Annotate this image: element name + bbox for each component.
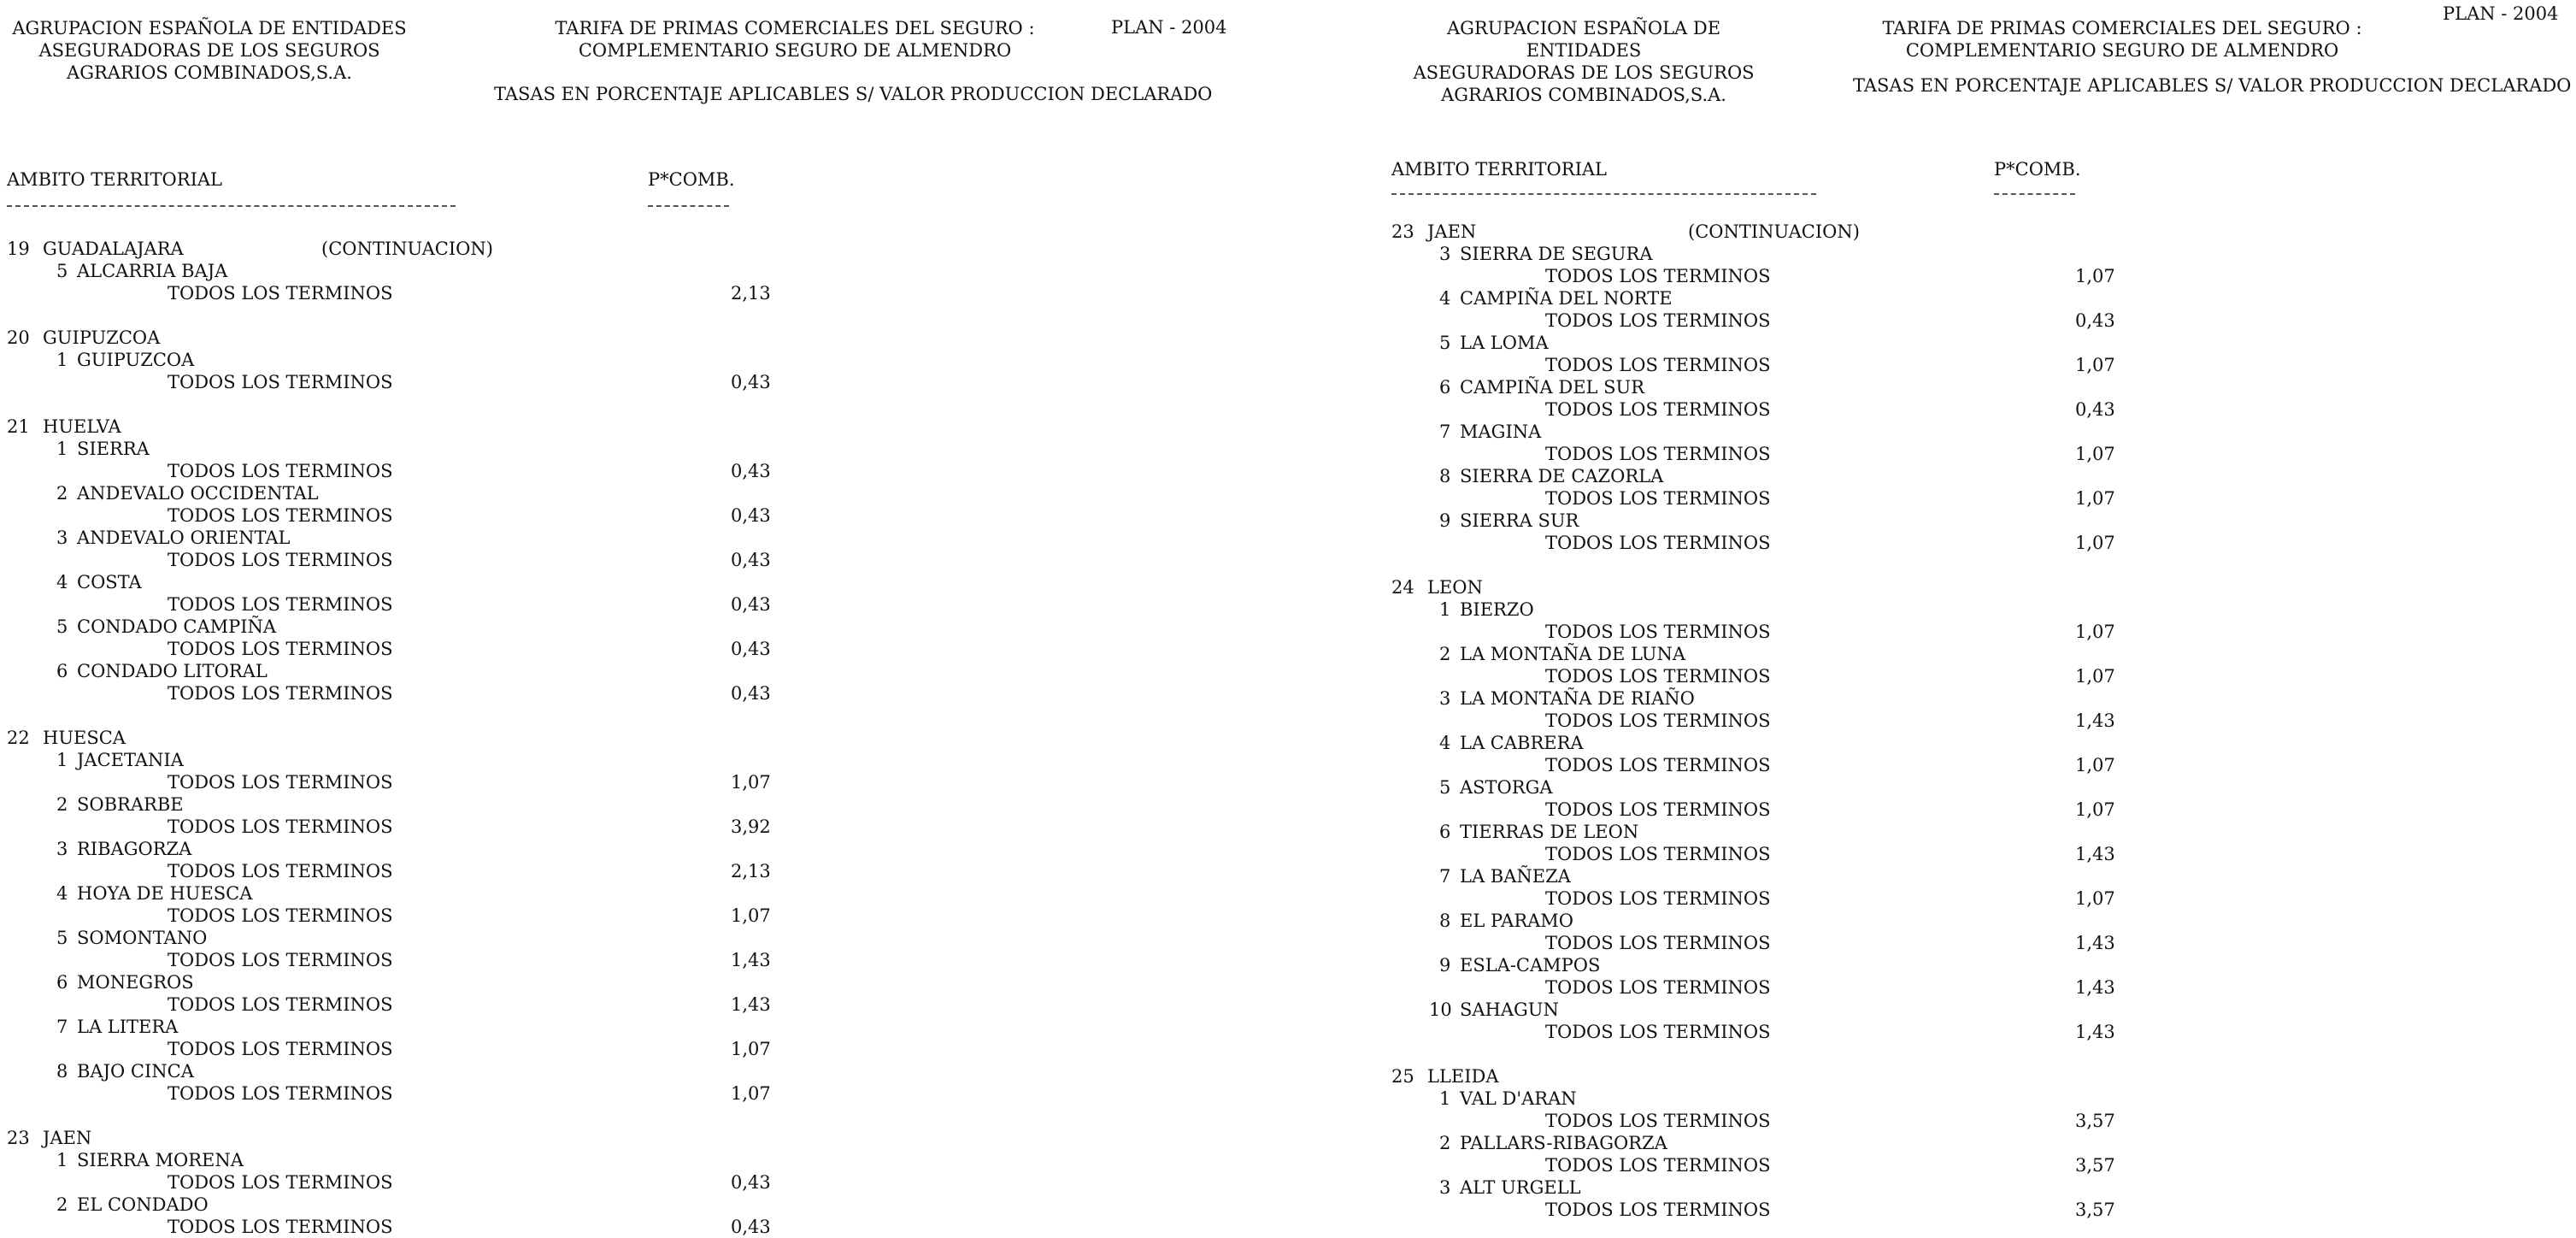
terms-row xyxy=(0,860,1273,882)
comarca-row xyxy=(0,260,1273,282)
comarca-code: 7 xyxy=(1439,422,1451,442)
comarca-row xyxy=(0,660,1273,682)
premium-rate: 0,43 xyxy=(731,505,771,526)
terms-row xyxy=(1391,621,2576,643)
premium-rate: 1,43 xyxy=(2075,1022,2115,1042)
comarca-name: SIERRA DE CAZORLA xyxy=(1460,466,1664,486)
comarca-row xyxy=(1391,598,2576,621)
divider xyxy=(1994,193,2075,195)
terms-row xyxy=(0,371,1273,393)
comarca-row xyxy=(0,527,1273,549)
comarca-code: 9 xyxy=(1439,955,1451,976)
spacer xyxy=(1391,554,2576,576)
terms-row xyxy=(1391,754,2576,776)
column-prima: P*COMB. xyxy=(1994,159,2081,180)
comarca-name: SAHAGUN xyxy=(1460,999,1559,1020)
province-row xyxy=(1391,1065,2576,1088)
province-name: JAEN xyxy=(1427,221,1477,242)
comarca-row xyxy=(0,1060,1273,1082)
terms-label: TODOS LOS TERMINOS xyxy=(1545,977,1771,998)
comarca-row xyxy=(0,349,1273,371)
comarca-row xyxy=(1391,776,2576,799)
comarca-row xyxy=(1391,243,2576,265)
terms-label: TODOS LOS TERMINOS xyxy=(168,372,393,392)
comarca-name: ALCARRIA BAJA xyxy=(77,261,228,281)
organization-header: AGRUPACION ESPAÑOLA DE ENTIDADES ASEGURADORAS DE LOS SEGUROS AGRARIOS COMBINADOS,S.A. xyxy=(1413,18,1755,105)
comarca-code: 5 xyxy=(56,928,68,948)
comarca-code: 2 xyxy=(1439,1133,1451,1153)
comarca-name: MONEGROS xyxy=(77,972,194,993)
terms-label: TODOS LOS TERMINOS xyxy=(1545,844,1771,864)
terms-label: TODOS LOS TERMINOS xyxy=(1545,355,1771,375)
comarca-name: EL CONDADO xyxy=(77,1194,209,1215)
divider xyxy=(1391,193,1816,195)
premium-rate: 1,43 xyxy=(2075,844,2115,864)
comarca-row xyxy=(0,1194,1273,1216)
comarca-code: 2 xyxy=(1439,644,1451,664)
comarca-row xyxy=(1391,465,2576,487)
comarca-code: 6 xyxy=(56,661,68,681)
comarca-row xyxy=(1391,999,2576,1021)
comarca-name: ANDEVALO OCCIDENTAL xyxy=(77,483,319,504)
comarca-code: 8 xyxy=(1439,911,1451,931)
premium-rate: 1,43 xyxy=(2075,977,2115,998)
terms-label: TODOS LOS TERMINOS xyxy=(168,594,393,615)
province-code: 21 xyxy=(7,416,30,437)
spacer xyxy=(0,704,1273,727)
province-name: HUESCA xyxy=(43,728,126,748)
terms-row xyxy=(1391,398,2576,421)
comarca-name: ASTORGA xyxy=(1460,777,1553,798)
terms-row xyxy=(1391,1199,2576,1221)
terms-row xyxy=(0,638,1273,660)
comarca-code: 8 xyxy=(56,1061,68,1082)
terms-label: TODOS LOS TERMINOS xyxy=(1545,399,1771,420)
province-row xyxy=(0,727,1273,749)
premium-rate: 1,07 xyxy=(2075,444,2115,464)
comarca-name: TIERRAS DE LEON xyxy=(1460,822,1639,842)
comarca-row xyxy=(0,616,1273,638)
premium-rate: 1,43 xyxy=(731,994,771,1015)
column-prima: P*COMB. xyxy=(648,169,735,190)
comarca-code: 1 xyxy=(1439,1088,1451,1109)
comarca-name: CAMPIÑA DEL SUR xyxy=(1460,377,1645,398)
comarca-name: COSTA xyxy=(77,572,142,592)
comarca-code: 4 xyxy=(1439,288,1451,309)
premium-rate: 1,07 xyxy=(2075,355,2115,375)
comarca-row xyxy=(1391,421,2576,443)
terms-label: TODOS LOS TERMINOS xyxy=(168,505,393,526)
premium-rate: 0,43 xyxy=(2075,310,2115,331)
province-code: 20 xyxy=(7,327,30,348)
comarca-name: EL PARAMO xyxy=(1460,911,1574,931)
comarca-name: BAJO CINCA xyxy=(77,1061,194,1082)
premium-rate: 1,07 xyxy=(2075,888,2115,909)
comarca-name: CONDADO CAMPIÑA xyxy=(77,616,277,637)
comarca-code: 7 xyxy=(56,1017,68,1037)
comarca-row xyxy=(1391,1176,2576,1199)
terms-row xyxy=(0,460,1273,482)
terms-row xyxy=(0,549,1273,571)
terms-label: TODOS LOS TERMINOS xyxy=(168,1083,393,1104)
terms-row xyxy=(1391,843,2576,865)
terms-row xyxy=(1391,710,2576,732)
comarca-code: 10 xyxy=(1429,999,1452,1020)
premium-rate: 3,92 xyxy=(731,816,771,837)
terms-label: TODOS LOS TERMINOS xyxy=(168,772,393,793)
premium-rate: 0,43 xyxy=(731,372,771,392)
province-code: 24 xyxy=(1391,577,1414,598)
comarca-name: LA LITERA xyxy=(77,1017,179,1037)
premium-rate: 1,43 xyxy=(2075,933,2115,953)
terms-label: TODOS LOS TERMINOS xyxy=(168,550,393,570)
terms-label: TODOS LOS TERMINOS xyxy=(168,461,393,481)
tariff-title: TARIFA DE PRIMAS COMERCIALES DEL SEGURO : COMPLEMENTARIO SEGURO DE ALMENDRO xyxy=(555,18,1035,61)
comarca-code: 1 xyxy=(56,439,68,459)
comarca-row xyxy=(1391,1088,2576,1110)
comarca-name: SIERRA MORENA xyxy=(77,1150,244,1170)
comarca-name: CAMPIÑA DEL NORTE xyxy=(1460,288,1673,309)
comarca-code: 1 xyxy=(1439,599,1451,620)
comarca-row xyxy=(0,971,1273,993)
province-row xyxy=(1391,221,2576,243)
terms-label: TODOS LOS TERMINOS xyxy=(168,1039,393,1059)
premium-rate: 1,07 xyxy=(731,1083,771,1104)
comarca-code: 5 xyxy=(1439,777,1451,798)
comarca-code: 4 xyxy=(56,883,68,904)
comarca-name: SIERRA SUR xyxy=(1460,510,1579,531)
comarca-name: LA MONTAÑA DE LUNA xyxy=(1460,644,1685,664)
premium-rate: 1,07 xyxy=(2075,266,2115,286)
comarca-row xyxy=(0,927,1273,949)
comarca-name: BIERZO xyxy=(1460,599,1534,620)
province-row xyxy=(0,416,1273,438)
comarca-name: SOMONTANO xyxy=(77,928,208,948)
premium-rate: 0,43 xyxy=(731,550,771,570)
comarca-code: 2 xyxy=(56,794,68,815)
terms-row xyxy=(0,771,1273,793)
province-name: GUIPUZCOA xyxy=(43,327,161,348)
comarca-code: 6 xyxy=(56,972,68,993)
comarca-row xyxy=(1391,643,2576,665)
terms-row xyxy=(1391,932,2576,954)
terms-label: TODOS LOS TERMINOS xyxy=(168,1217,393,1237)
comarca-code: 2 xyxy=(56,1194,68,1215)
comarca-code: 9 xyxy=(1439,510,1451,531)
comarca-name: HOYA DE HUESCA xyxy=(77,883,253,904)
terms-row xyxy=(1391,665,2576,687)
terms-row xyxy=(0,593,1273,616)
premium-rate: 0,43 xyxy=(731,1217,771,1237)
comarca-row xyxy=(0,793,1273,816)
premium-rate: 1,43 xyxy=(731,950,771,970)
comarca-name: RIBAGORZA xyxy=(77,839,192,859)
premium-rate: 1,07 xyxy=(2075,622,2115,642)
comarca-row xyxy=(1391,332,2576,354)
comarca-code: 3 xyxy=(1439,244,1451,264)
premium-rate: 1,07 xyxy=(2075,533,2115,553)
terms-label: TODOS LOS TERMINOS xyxy=(1545,933,1771,953)
comarca-name: ALT URGELL xyxy=(1460,1177,1581,1198)
terms-label: TODOS LOS TERMINOS xyxy=(168,1172,393,1193)
comarca-row xyxy=(0,1016,1273,1038)
terms-row xyxy=(0,1082,1273,1105)
terms-row xyxy=(0,993,1273,1016)
terms-label: TODOS LOS TERMINOS xyxy=(1545,444,1771,464)
comarca-row xyxy=(1391,510,2576,532)
province-name: JAEN xyxy=(43,1128,92,1148)
rates-subtitle: TASAS EN PORCENTAJE APLICABLES S/ VALOR PRODUCCION DECLARADO xyxy=(1853,75,2572,96)
comarca-row xyxy=(0,1149,1273,1171)
premium-rate: 0,43 xyxy=(731,639,771,659)
divider xyxy=(7,205,456,207)
terms-label: TODOS LOS TERMINOS xyxy=(168,994,393,1015)
province-name: LEON xyxy=(1427,577,1483,598)
premium-rate: 0,43 xyxy=(731,594,771,615)
premium-rate: 1,07 xyxy=(2075,488,2115,509)
premium-rate: 3,57 xyxy=(2075,1155,2115,1176)
comarca-name: JACETANIA xyxy=(77,750,184,770)
premium-rate: 1,07 xyxy=(2075,755,2115,775)
terms-row xyxy=(0,282,1273,304)
comarca-name: LA CABRERA xyxy=(1460,733,1584,753)
comarca-row xyxy=(1391,732,2576,754)
comarca-code: 3 xyxy=(1439,1177,1451,1198)
comarca-name: SIERRA DE SEGURA xyxy=(1460,244,1653,264)
comarca-row xyxy=(1391,821,2576,843)
comarca-row xyxy=(0,749,1273,771)
comarca-code: 8 xyxy=(1439,466,1451,486)
province-name: GUADALAJARA xyxy=(43,239,184,259)
terms-row xyxy=(0,816,1273,838)
comarca-name: PALLARS-RIBAGORZA xyxy=(1460,1133,1667,1153)
divider xyxy=(648,205,729,207)
comarca-code: 6 xyxy=(1439,377,1451,398)
spacer xyxy=(0,393,1273,416)
plan-label: PLAN - 2004 xyxy=(1111,17,1227,38)
terms-label: TODOS LOS TERMINOS xyxy=(168,283,393,304)
terms-label: TODOS LOS TERMINOS xyxy=(168,861,393,881)
comarca-code: 4 xyxy=(56,572,68,592)
comarca-name: LA LOMA xyxy=(1460,333,1549,353)
premium-rate: 1,07 xyxy=(731,905,771,926)
province-row xyxy=(1391,576,2576,598)
terms-label: TODOS LOS TERMINOS xyxy=(168,905,393,926)
spacer xyxy=(0,1105,1273,1127)
comarca-code: 4 xyxy=(1439,733,1451,753)
comarca-name: ESLA-CAMPOS xyxy=(1460,955,1601,976)
comarca-code: 5 xyxy=(56,261,68,281)
terms-label: TODOS LOS TERMINOS xyxy=(1545,666,1771,687)
terms-label: TODOS LOS TERMINOS xyxy=(1545,488,1771,509)
terms-row xyxy=(0,1171,1273,1194)
comarca-row xyxy=(1391,910,2576,932)
comarca-code: 1 xyxy=(56,750,68,770)
terms-row xyxy=(1391,1154,2576,1176)
comarca-code: 2 xyxy=(56,483,68,504)
comarca-name: MAGINA xyxy=(1460,422,1542,442)
continuation-note: (CONTINUACION) xyxy=(1688,221,1860,242)
terms-row xyxy=(0,949,1273,971)
comarca-row xyxy=(0,571,1273,593)
terms-row xyxy=(1391,532,2576,554)
terms-row xyxy=(1391,1021,2576,1043)
page-right xyxy=(1391,0,2576,1233)
comarca-code: 3 xyxy=(56,839,68,859)
comarca-row xyxy=(0,838,1273,860)
premium-rate: 0,43 xyxy=(2075,399,2115,420)
terms-label: TODOS LOS TERMINOS xyxy=(168,639,393,659)
spacer xyxy=(1391,1043,2576,1065)
terms-label: TODOS LOS TERMINOS xyxy=(168,816,393,837)
province-row xyxy=(0,1127,1273,1149)
comarca-code: 6 xyxy=(1439,822,1451,842)
premium-rate: 0,43 xyxy=(731,1172,771,1193)
terms-row xyxy=(1391,443,2576,465)
tariff-title: TARIFA DE PRIMAS COMERCIALES DEL SEGURO : COMPLEMENTARIO SEGURO DE ALMENDRO xyxy=(1882,18,2362,61)
territory-list xyxy=(1391,221,2576,1221)
province-code: 23 xyxy=(7,1128,30,1148)
province-code: 19 xyxy=(7,239,30,259)
terms-label: TODOS LOS TERMINOS xyxy=(1545,1111,1771,1131)
terms-label: TODOS LOS TERMINOS xyxy=(1545,1155,1771,1176)
column-ambito: AMBITO TERRITORIAL xyxy=(1391,159,1607,180)
terms-row xyxy=(1391,976,2576,999)
comarca-code: 3 xyxy=(1439,688,1451,709)
terms-row xyxy=(0,682,1273,704)
spacer xyxy=(0,304,1273,327)
terms-label: TODOS LOS TERMINOS xyxy=(1545,533,1771,553)
comarca-row xyxy=(1391,1132,2576,1154)
comarca-row xyxy=(1391,687,2576,710)
terms-label: TODOS LOS TERMINOS xyxy=(1545,266,1771,286)
terms-label: TODOS LOS TERMINOS xyxy=(1545,799,1771,820)
comarca-row xyxy=(1391,954,2576,976)
comarca-name: CONDADO LITORAL xyxy=(77,661,268,681)
comarca-code: 7 xyxy=(1439,866,1451,887)
terms-row xyxy=(1391,487,2576,510)
organization-header: AGRUPACION ESPAÑOLA DE ENTIDADES ASEGURADORAS DE LOS SEGUROS AGRARIOS COMBINADOS,S.A. xyxy=(12,18,407,83)
terms-label: TODOS LOS TERMINOS xyxy=(168,950,393,970)
terms-row xyxy=(0,1216,1273,1238)
comarca-code: 5 xyxy=(56,616,68,637)
province-row xyxy=(0,238,1273,260)
terms-label: TODOS LOS TERMINOS xyxy=(1545,310,1771,331)
comarca-name: SIERRA xyxy=(77,439,150,459)
comarca-row xyxy=(0,482,1273,504)
terms-row xyxy=(0,905,1273,927)
comarca-name: SOBRARBE xyxy=(77,794,184,815)
premium-rate: 0,43 xyxy=(731,461,771,481)
terms-label: TODOS LOS TERMINOS xyxy=(1545,1022,1771,1042)
plan-label: PLAN - 2004 xyxy=(2443,3,2559,24)
comarca-row xyxy=(1391,376,2576,398)
comarca-row xyxy=(0,882,1273,905)
rates-subtitle: TASAS EN PORCENTAJE APLICABLES S/ VALOR PRODUCCION DECLARADO xyxy=(494,84,1213,104)
province-name: HUELVA xyxy=(43,416,121,437)
comarca-code: 1 xyxy=(56,1150,68,1170)
premium-rate: 1,07 xyxy=(731,772,771,793)
premium-rate: 3,57 xyxy=(2075,1111,2115,1131)
premium-rate: 2,13 xyxy=(731,283,771,304)
province-code: 22 xyxy=(7,728,30,748)
terms-row xyxy=(1391,310,2576,332)
comarca-code: 5 xyxy=(1439,333,1451,353)
terms-label: TODOS LOS TERMINOS xyxy=(1545,888,1771,909)
terms-label: TODOS LOS TERMINOS xyxy=(1545,755,1771,775)
province-name: LLEIDA xyxy=(1427,1066,1499,1087)
comarca-name: ANDEVALO ORIENTAL xyxy=(77,528,291,548)
province-code: 25 xyxy=(1391,1066,1414,1087)
terms-row xyxy=(1391,799,2576,821)
terms-row xyxy=(0,1038,1273,1060)
comarca-code: 1 xyxy=(56,350,68,370)
premium-rate: 0,43 xyxy=(731,683,771,704)
page-left xyxy=(0,0,1273,1237)
premium-rate: 1,07 xyxy=(731,1039,771,1059)
terms-row xyxy=(0,504,1273,527)
comarca-row xyxy=(1391,865,2576,887)
comarca-name: LA MONTAÑA DE RIAÑO xyxy=(1460,688,1695,709)
comarca-row xyxy=(0,438,1273,460)
premium-rate: 1,07 xyxy=(2075,799,2115,820)
comarca-name: VAL D'ARAN xyxy=(1460,1088,1577,1109)
premium-rate: 3,57 xyxy=(2075,1200,2115,1220)
terms-label: TODOS LOS TERMINOS xyxy=(1545,1200,1771,1220)
terms-label: TODOS LOS TERMINOS xyxy=(168,683,393,704)
comarca-row xyxy=(1391,287,2576,310)
comarca-name: LA BAÑEZA xyxy=(1460,866,1571,887)
territory-list xyxy=(0,238,1273,1238)
terms-row xyxy=(1391,265,2576,287)
premium-rate: 2,13 xyxy=(731,861,771,881)
province-code: 23 xyxy=(1391,221,1414,242)
comarca-name: GUIPUZCOA xyxy=(77,350,195,370)
premium-rate: 1,43 xyxy=(2075,710,2115,731)
terms-label: TODOS LOS TERMINOS xyxy=(1545,622,1771,642)
column-ambito: AMBITO TERRITORIAL xyxy=(7,169,222,190)
terms-row xyxy=(1391,1110,2576,1132)
terms-row xyxy=(1391,887,2576,910)
province-row xyxy=(0,327,1273,349)
comarca-code: 3 xyxy=(56,528,68,548)
continuation-note: (CONTINUACION) xyxy=(321,239,493,259)
terms-label: TODOS LOS TERMINOS xyxy=(1545,710,1771,731)
premium-rate: 1,07 xyxy=(2075,666,2115,687)
terms-row xyxy=(1391,354,2576,376)
